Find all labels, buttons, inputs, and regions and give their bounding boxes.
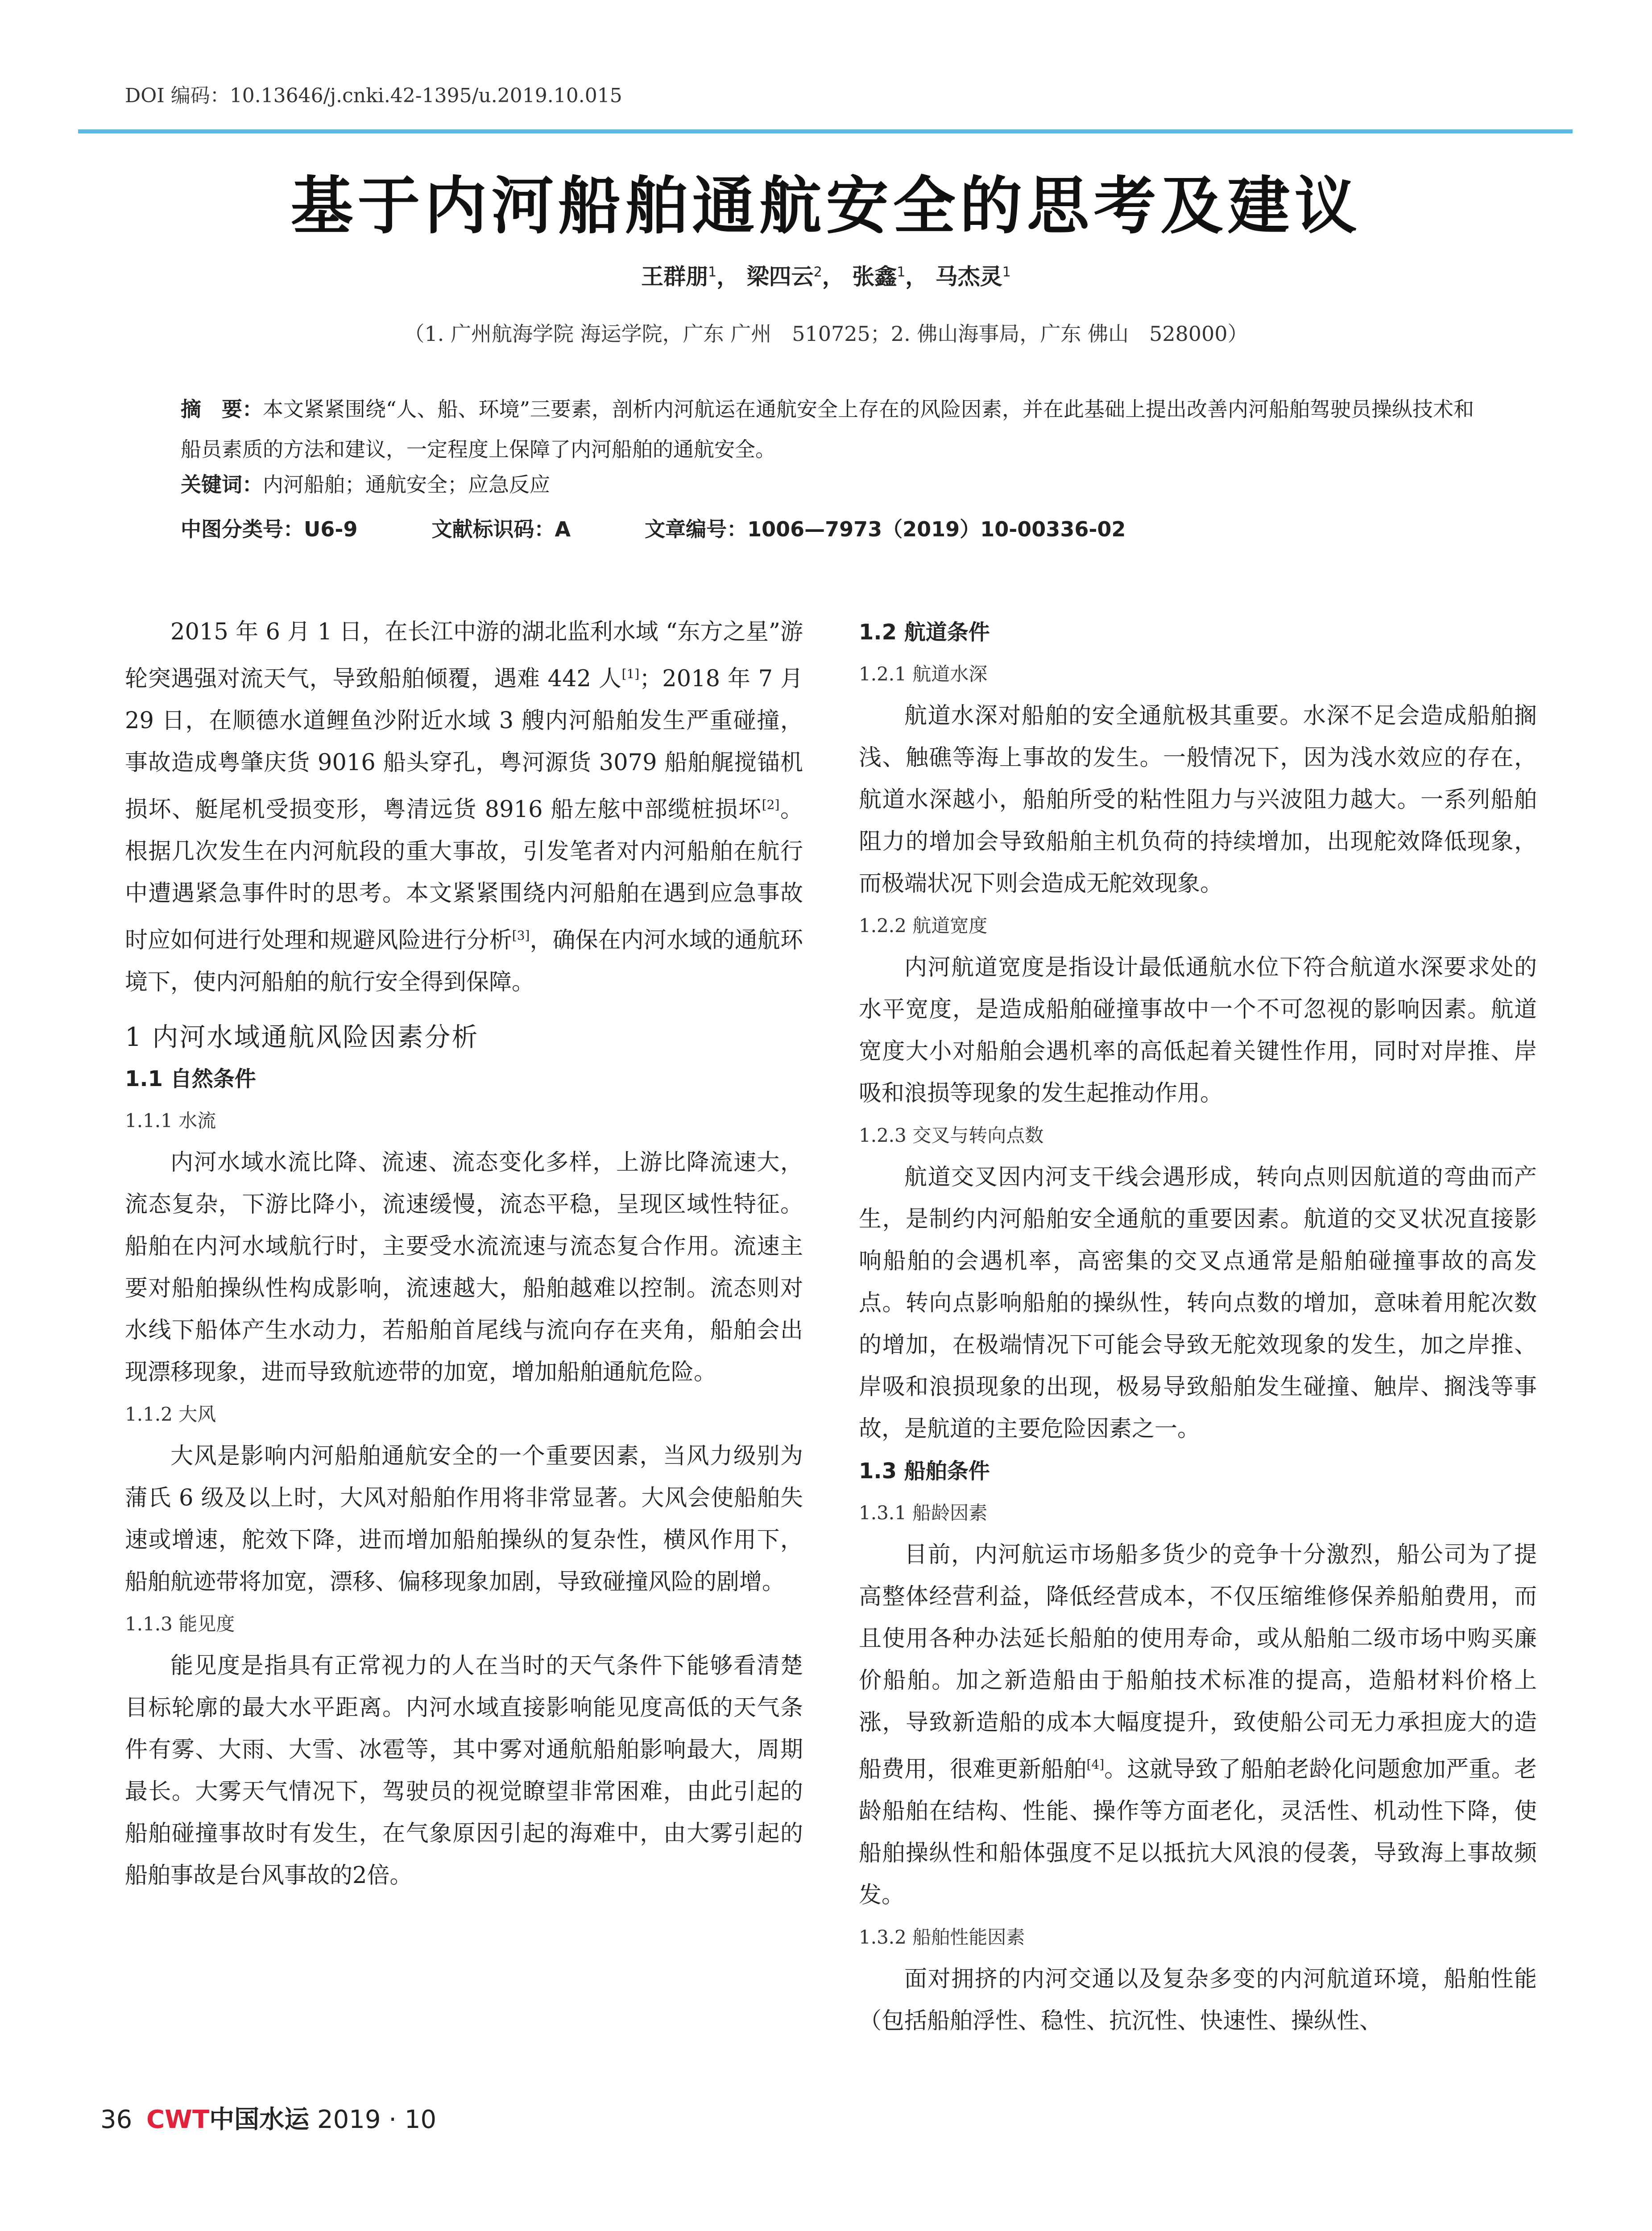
- journal-name: 中国水运: [209, 2105, 310, 2134]
- keywords-label: 关键词：: [181, 473, 263, 497]
- subsubsection-heading: 1.1.3 能见度: [125, 1613, 235, 1635]
- author-affil-mark: 1: [708, 264, 717, 280]
- author-name: 梁四云: [746, 264, 814, 290]
- keywords: [181, 469, 1488, 498]
- subsubsection-heading: 1.2.2 航道宽度: [859, 915, 988, 937]
- subsection-heading: 1.2 航道条件: [859, 620, 990, 645]
- subsubsection-heading: 1.2.3 交叉与转向点数: [859, 1124, 1044, 1146]
- page-footer: [100, 2100, 436, 2136]
- article-number: 文章编号：1006—7973（2019）10-00336-02: [645, 517, 1126, 541]
- citation: [4]: [1086, 1757, 1105, 1772]
- body-paragraph: 内河水域水流比降、流速、流态变化多样，上游比降流速大，流态复杂，下游比降小，流速缓慢，流态平稳，呈现区域性特征。船舶在内河水域航行时，主要受水流流速与流态复合作用。流速主要对船舶操纵性构成影响，流速越大，船舶越难以控制。流态则对水线下船体产生水动力，若船舶首尾线与流向存在夹角，船舶会出现漂移现象，进而导致航迹带的加宽，增加船舶通航危险。: [125, 1149, 803, 1385]
- body-paragraph: 大风是影响内河船舶通航安全的一个重要因素，当风力级别为蒲氏 6 级及以上时，大风对船舶作用将非常显著。大风会使船舶失速或增速，舵效下降，进而增加船舶操纵的复杂性，横风作用下，船舶航迹带将加宽，漂移、偏移现象加剧，导致碰撞风险的剧增。: [125, 1443, 803, 1595]
- section-heading: 1 内河水域通航风险因素分析: [125, 1022, 479, 1052]
- classification-number: 中图分类号：U6-9: [181, 517, 358, 541]
- body-paragraph: 航道水深对船舶的安全通航极其重要。水深不足会造成船舶搁浅、触礁等海上事故的发生。一般情况下，因为浅水效应的存在，航道水深越小，船舶所受的粘性阻力与兴波阻力越大。一系列船舶阻力的增加会导致船舶主机负荷的持续增加，出现舵效降低现象，而极端状况下则会造成无舵效现象。: [859, 703, 1537, 897]
- body-paragraph: 目前，内河航运市场船多货少的竞争十分激烈，船公司为了提高整体经营利益，降低经营成本，不仅压缩维修保养船舶费用，而且使用各种办法延长船舶的使用寿命，或从船舶二级市场中购买廉价船舶。加之新造船由于船舶技术标准的提高，造船材料价格上涨，导致新造船的成本大幅度提升，致使船公司无力承担庞大的造船费用，很难更新船舶[4]。这就导致了船舶老龄化问题愈加严重。老龄船舶在结构、性能、操作等方面老化，灵活性、机动性下降，使船舶操纵性和船体强度不足以抵抗大风浪的侵袭，导致海上事故频发。: [859, 1542, 1537, 1908]
- subsection-heading: 1.3 船舶条件: [859, 1459, 990, 1484]
- author-name: 王群朋: [641, 264, 708, 290]
- affiliation: （1. 广州航海学院 海运学院，广东 广州 510725；2. 佛山海事局，广东 佛山 528000）: [404, 322, 1248, 346]
- body-paragraph: 内河航道宽度是指设计最低通航水位下符合航道水深要求处的水平宽度，是造成船舶碰撞事故中一个不可忽视的影响因素。航道宽度大小对船舶会遇机率的高低起着关键性作用，同时对岸推、岸吸和浪损等现象的发生起推动作用。: [859, 954, 1537, 1107]
- body-paragraph: 能见度是指具有正常视力的人在当时的天气条件下能够看清楚目标轮廓的最大水平距离。内河水域直接影响能见度高低的天气条件有雾、大雨、大雪、冰雹等，其中雾对通航船舶影响最大，周期最长。大雾天气情况下，驾驶员的视觉瞭望非常困难，由此引起的船舶碰撞事故时有发生，在气象原因引起的海难中，由大雾引起的船舶事故是台风事故的2倍。: [125, 1653, 803, 1889]
- abstract-text: 本文紧紧围绕“人、船、环境”三要素，剖析内河航运在通航安全上存在的风险因素，并在此基础上提出改善内河船舶驾驶员操纵技术和船员素质的方法和建议，一定程度上保障了内河船舶的通航安全。: [181, 397, 1474, 461]
- header-rule: [78, 129, 1573, 133]
- doi-line: DOI 编码：10.13646/j.cnki.42-1395/u.2019.10.015: [125, 84, 622, 107]
- classification-line: [181, 513, 1488, 543]
- journal-logo: CWT: [146, 2105, 210, 2134]
- document-code: 文献标识码：A: [431, 517, 571, 541]
- abstract: [181, 389, 1488, 469]
- author-affil-mark: 1: [897, 264, 906, 280]
- subsubsection-heading: 1.1.2 大风: [125, 1403, 216, 1425]
- body-paragraph: 面对拥挤的内河交通以及复杂多变的内河航道环境，船舶性能（包括船舶浮性、稳性、抗沉性、快速性、操纵性、: [859, 1966, 1537, 2034]
- page-number: 36: [100, 2105, 132, 2134]
- body-paragraph: 航道交叉因内河支干线会遇形成，转向点则因航道的弯曲而产生，是制约内河船舶安全通航的重要因素。航道的交叉状况直接影响船舶的会遇机率，高密集的交叉点通常是船舶碰撞事故的高发点。转向点影响船舶的操纵性，转向点数的增加，意味着用舵次数的增加，在极端情况下可能会导致无舵效现象的发生，加之岸推、岸吸和浪损现象的出现，极易导致船舶发生碰撞、触岸、搁浅等事故，是航道的主要危险因素之一。: [859, 1164, 1537, 1442]
- author-affil-mark: 2: [813, 264, 822, 280]
- author-list: 王群朋$^1$， 梁四云$^2$， 张鑫$^1$， 马杰灵$^1$: [641, 264, 1011, 290]
- author-affil-mark: 1: [1002, 264, 1011, 280]
- subsubsection-heading: 1.1.1 水流: [125, 1110, 216, 1132]
- citation: [1]: [621, 667, 640, 681]
- subsection-heading: 1.1 自然条件: [125, 1066, 256, 1091]
- issue: 2019 · 10: [317, 2105, 437, 2134]
- subsubsection-heading: 1.3.2 船舶性能因素: [859, 1926, 1025, 1948]
- subsubsection-heading: 1.2.1 航道水深: [859, 663, 988, 685]
- left-column: [125, 611, 803, 1897]
- citation: [2]: [762, 797, 780, 812]
- subsubsection-heading: 1.3.1 船龄因素: [859, 1502, 988, 1524]
- author-name: 马杰灵: [935, 264, 1002, 290]
- keywords-text: 内河船舶；通航安全；应急反应: [263, 473, 550, 497]
- paper-title: 基于内河船舶通航安全的思考及建议: [290, 170, 1362, 243]
- right-column: [859, 611, 1537, 2042]
- citation: [3]: [512, 928, 530, 943]
- author-name: 张鑫: [852, 264, 897, 290]
- intro-paragraph: 2015 年 6 月 1 日，在长江中游的湖北监利水域 “东方之星”游轮突遇强对流天气，导致船舶倾覆，遇难 442 人[1]；2018 年 7 月 29 日，在顺德水道鲤鱼沙附近水域 3 艘内河船舶发生严重碰撞，事故造成粤肇庆货 9016 船头穿孔，粤河源货 3079 船舶艉搅锚机损坏、艇尾机受损变形，粤清远货 8916 船左舷中部缆桩损坏[2]。根据几次发生在内河航段的重大事故，引发笔者对内河船舶在航行中遭遇紧急事件时的思考。本文紧紧围绕内河船舶在遇到应急事故时应如何进行处理和规避风险进行分析[3]，确保在内河水域的通航环境下，使内河船舶的航行安全得到保障。: [125, 619, 803, 995]
- abstract-label: 摘 要：: [181, 397, 263, 421]
